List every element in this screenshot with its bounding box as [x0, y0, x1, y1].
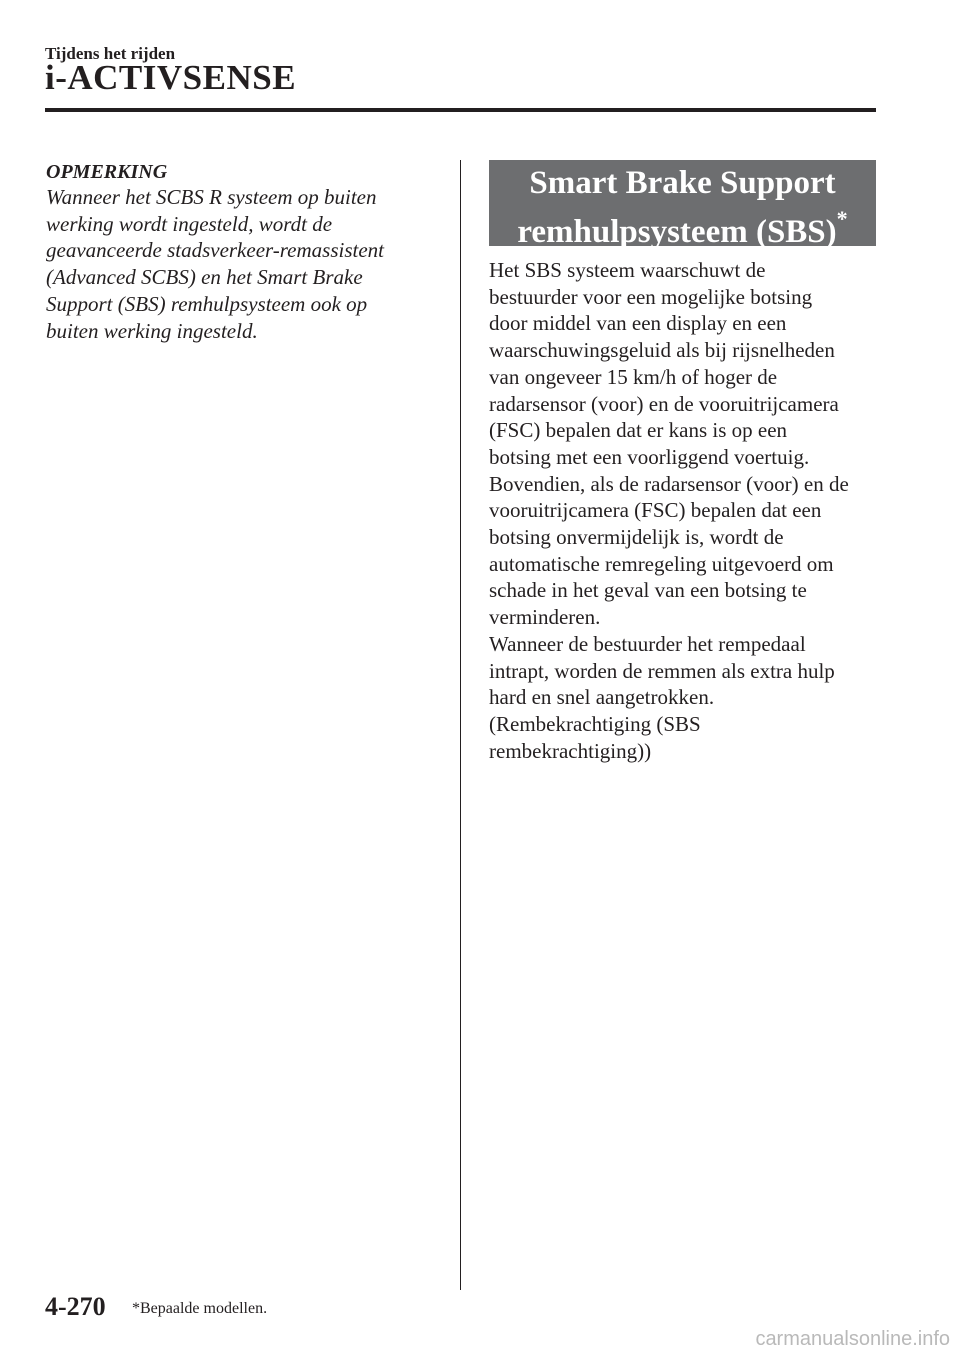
body-line: (Rembekrachtiging (SBS: [489, 711, 701, 736]
footnote-marker: *: [836, 206, 848, 231]
note-line: (Advanced SCBS) en het Smart Brake: [46, 265, 363, 290]
header-rule: [45, 108, 876, 112]
note-body: [46, 184, 446, 344]
body-line: door middel van een display en een: [489, 311, 787, 336]
body-line: botsing onvermijdelijk is, wordt de: [489, 525, 784, 550]
page-number: 4-270: [45, 1292, 106, 1321]
note-line: Wanneer het SCBS R systeem op buiten: [46, 185, 377, 209]
footnote: *Bepaalde modellen.: [132, 1300, 268, 1317]
note-line: buiten werking ingesteld.: [46, 318, 258, 343]
body-line: botsing met een voorliggend voertuig.: [489, 444, 810, 469]
note-line: Support (SBS) remhulpsysteem ook op: [46, 291, 368, 316]
section-banner: [489, 160, 876, 250]
body-line: bestuurder voor een mogelijke botsing: [489, 284, 813, 309]
section-label: Tijdens het rijden: [45, 44, 176, 63]
banner-title-text: remhulpsysteem (SBS): [517, 214, 837, 250]
banner-title-line-2: [489, 203, 876, 252]
note-line: geavanceerde stadsverkeer-remassistent: [46, 238, 384, 263]
body-text: [489, 257, 889, 764]
body-line: schade in het geval van een botsing te: [489, 578, 807, 603]
body-line: Bovendien, als de radarsensor (voor) en de: [489, 471, 849, 496]
note-heading: OPMERKING: [46, 161, 168, 183]
body-line: vooruitrijcamera (FSC) bepalen dat een: [489, 498, 822, 523]
body-line: verminderen.: [489, 605, 601, 630]
body-line: radarsensor (voor) en de vooruitrijcamera: [489, 391, 839, 416]
body-line: Het SBS systeem waarschuwt de: [489, 258, 766, 282]
body-line: intrapt, worden de remmen als extra hulp: [489, 658, 835, 683]
body-line: waarschuwingsgeluid als bij rijsnelheden: [489, 338, 835, 363]
body-line: rembekrachtiging)): [489, 738, 652, 763]
body-line: Wanneer de bestuurder het rempedaal: [489, 631, 806, 656]
body-line: van ongeveer 15 km/h of hoger de: [489, 364, 778, 389]
chapter-title: i-ACTIVSENSE: [45, 58, 297, 97]
column-divider: [460, 160, 461, 1290]
note-line: werking wordt ingesteld, wordt de: [46, 211, 333, 236]
watermark: carmanualsonline.info: [755, 1328, 950, 1350]
body-line: hard en snel aangetrokken.: [489, 685, 715, 710]
banner-title-line-1: Smart Brake Support: [529, 165, 836, 201]
body-line: automatische remregeling uitgevoerd om: [489, 551, 834, 576]
body-line: (FSC) bepalen dat er kans is op een: [489, 418, 788, 443]
note-block: [46, 160, 446, 344]
